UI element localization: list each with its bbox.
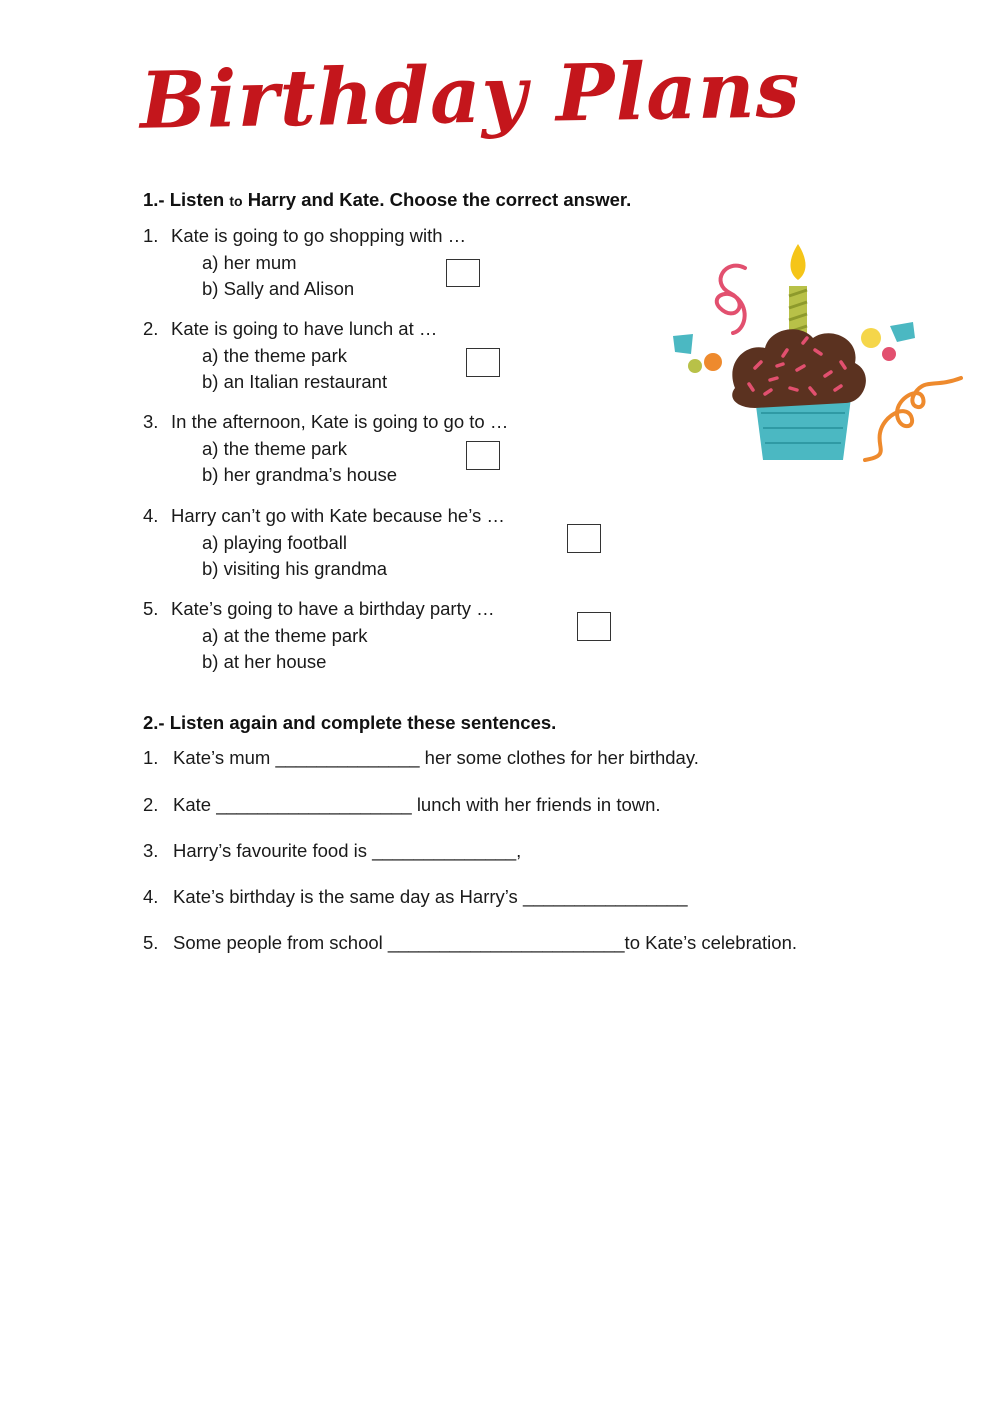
sentence-5[interactable] — [143, 932, 797, 954]
confetti-orange-dot — [704, 353, 722, 371]
question-text: In the afternoon, Kate is going to go to … — [171, 411, 509, 432]
question-2-answer-box[interactable] — [466, 348, 500, 377]
sentence-text: Harry’s favourite food is ______________, — [173, 840, 522, 861]
question-text: Kate is going to go shopping with … — [171, 225, 467, 246]
question-number: 5. — [143, 598, 159, 619]
section-1-heading-prefix: 1.- Listen — [143, 189, 230, 210]
question-4 — [143, 505, 505, 527]
pink-streamer — [717, 266, 745, 333]
confetti-yellow-dot — [861, 328, 881, 348]
question-3-option-b: b) her grandma’s house — [202, 464, 398, 485]
confetti-teal-right — [890, 322, 915, 342]
question-4-answer-box[interactable] — [567, 524, 601, 553]
confetti-pink-dot — [882, 347, 896, 361]
question-1 — [143, 225, 466, 247]
question-2-option-a: a) the theme park — [202, 345, 347, 366]
page-title: Birthday Plans — [139, 44, 802, 147]
question-text: Kate is going to have lunch at … — [171, 318, 438, 339]
question-5-option-a: a) at the theme park — [202, 625, 368, 646]
question-2 — [143, 318, 437, 340]
orange-streamer — [865, 378, 961, 460]
section-2-heading: 2.- Listen again and complete these sentences. — [143, 712, 557, 733]
question-1-option-a: a) her mum — [202, 252, 297, 273]
sentence-4[interactable] — [143, 886, 688, 908]
sentence-text: Kate’s birthday is the same day as Harry’s ________________ — [173, 886, 688, 907]
question-3-option-a: a) the theme park — [202, 438, 347, 459]
candle-flame — [790, 244, 805, 280]
question-4-option-a: a) playing football — [202, 532, 348, 553]
question-text: Kate’s going to have a birthday party … — [171, 598, 495, 619]
question-number: 2. — [143, 318, 159, 339]
sentence-number: 3. — [143, 840, 159, 861]
section-1-heading-small: to — [229, 193, 243, 209]
question-5 — [143, 598, 495, 620]
sentence-number: 1. — [143, 747, 159, 768]
cupcake-illustration — [665, 238, 965, 463]
section-1-heading — [143, 189, 631, 211]
question-number: 4. — [143, 505, 159, 526]
sentence-text: Kate’s mum ______________ her some clothes for her birthday. — [173, 747, 699, 768]
question-number: 3. — [143, 411, 159, 432]
sentence-text: Kate ___________________ lunch with her friends in town. — [173, 794, 661, 815]
section-1-heading-suffix: Harry and Kate. Choose the correct answer. — [242, 189, 632, 210]
question-3 — [143, 411, 508, 433]
sentence-text: Some people from school _______________________to Kate’s celebration. — [173, 932, 797, 953]
question-number: 1. — [143, 225, 159, 246]
question-4-option-b: b) visiting his grandma — [202, 558, 388, 579]
question-5-option-b: b) at her house — [202, 651, 327, 672]
confetti-teal-left — [673, 334, 693, 354]
question-text: Harry can’t go with Kate because he’s … — [171, 505, 505, 526]
sentence-number: 2. — [143, 794, 159, 815]
sentence-1[interactable] — [143, 747, 699, 769]
question-3-answer-box[interactable] — [466, 441, 500, 470]
question-1-answer-box[interactable] — [446, 259, 480, 287]
sentence-3[interactable] — [143, 840, 521, 862]
sentence-2[interactable] — [143, 794, 661, 816]
confetti-green-dot — [688, 359, 702, 373]
sentence-number: 4. — [143, 886, 159, 907]
question-5-answer-box[interactable] — [577, 612, 611, 641]
sentence-number: 5. — [143, 932, 159, 953]
question-1-option-b: b) Sally and Alison — [202, 278, 355, 299]
question-2-option-b: b) an Italian restaurant — [202, 371, 388, 392]
